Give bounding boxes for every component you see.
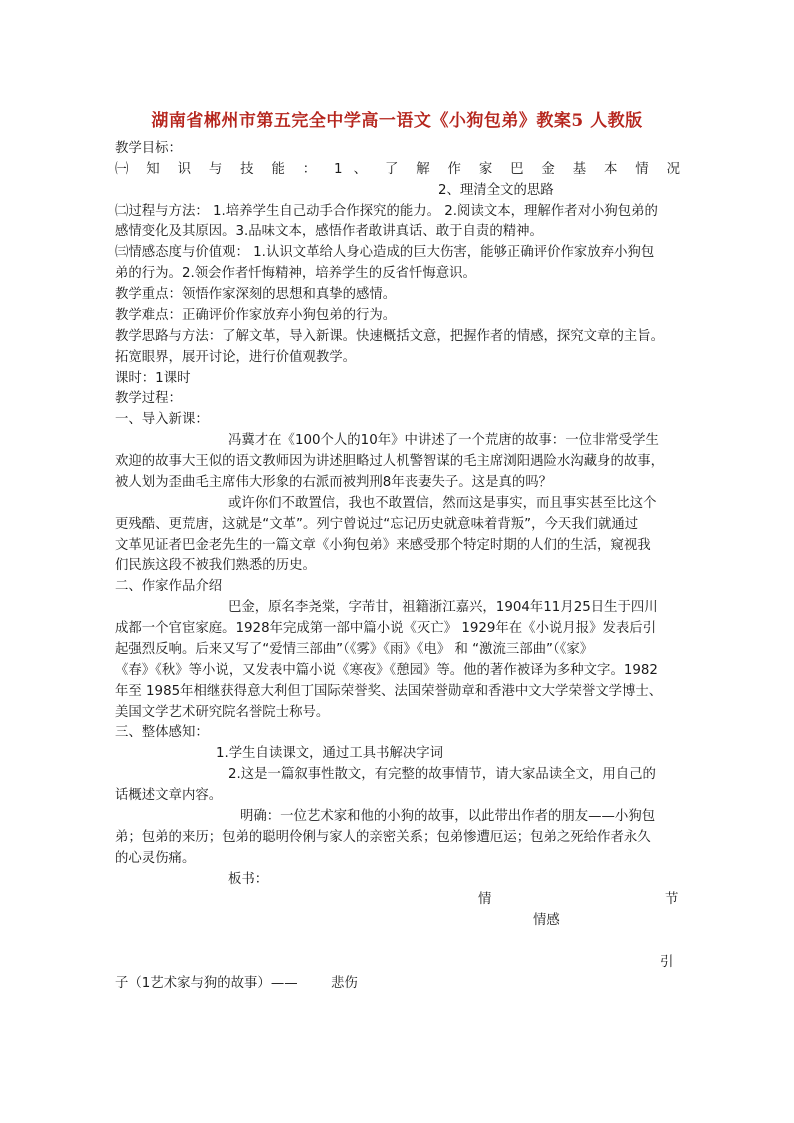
class-hours-line: 课时：1课时 xyxy=(115,371,191,386)
overview-item-2-line-1: 2.这是一篇叙事性散文，有完整的故事情节，请大家品读全文，用自己的 xyxy=(228,767,656,782)
section-label-process: 教学过程： xyxy=(115,391,182,406)
objective-knowledge-line: ㈠ 知 识 与 技 能 ： 1 、 了 解 作 家 巴 金 基 本 情 况 xyxy=(115,162,680,177)
intro-para1-line-3: 被人划为歪曲毛主席伟大形象的右派而被判刑8年丧妻失子。这是真的吗？ xyxy=(115,475,553,490)
author-para-line-4: 《春》《秋》等小说，又发表中篇小说《寒夜》《憩园》等。他的著作被译为多种文字。1982 xyxy=(115,663,658,678)
clarify-line-3: 的心灵伤痛。 xyxy=(115,851,196,866)
difficulty-line: 教学难点：正确评价作家放弃小狗包弟的行为。 xyxy=(115,308,397,323)
board-plot-char-2: 节 xyxy=(665,892,679,907)
heading-overview: 三、整体感知： xyxy=(115,725,209,740)
intro-para2-line-2: 更残酷、更荒唐，这就是“文革”。列宁曾说过“忘记历史就意味着背叛”，今天我们就通过 xyxy=(115,517,639,532)
objective-emotion-line-1: ㈢情感态度与价值观： 1.认识文革给人身心造成的巨大伤害，能够正确评价作家放弃小狗包 xyxy=(115,245,655,260)
board-sadness: 悲伤 xyxy=(331,976,358,991)
objective-emotion-line-2: 弟的行为。2.领会作者忏悔精神，培养学生的反省忏悔意识。 xyxy=(115,266,476,281)
method-line-1: 教学思路与方法：了解文革，导入新课。快速概括文意，把握作者的情感，探究文章的主旨。 xyxy=(115,329,665,344)
intro-para2-line-3: 文革见证者巴金老先生的一篇文章《小狗包弟》来感受那个特定时期的人们的生活，窥视我 xyxy=(115,538,651,553)
author-para-line-3: 起强烈反响。后来又写了“爱情三部曲”（《雾》《雨》《电》 和 “激流三部曲”（《家》 xyxy=(115,642,594,657)
overview-item-2-line-2: 话概述文章内容。 xyxy=(115,788,223,803)
board-plot-char-1: 情 xyxy=(478,892,492,907)
heading-author: 二、作家作品介绍 xyxy=(115,579,223,594)
intro-para1-line-1: 冯冀才在《100个人的10年》中讲述了一个荒唐的故事：一位非常受学生 xyxy=(228,433,659,448)
heading-intro: 一、导入新课： xyxy=(115,412,209,427)
board-emotion: 情感 xyxy=(533,913,560,928)
board-label: 板书： xyxy=(228,872,269,887)
overview-item-1: 1.学生自读课文，通过工具书解决字词 xyxy=(216,746,444,761)
objective-knowledge-line-2: 2、理清全文的思路 xyxy=(438,183,554,198)
author-para-line-5: 年至 1985年相继获得意大利但丁国际荣誉奖、法国荣誉勋章和香港中文大学荣誉文学博士、 xyxy=(115,684,663,699)
section-label-objectives: 教学目标： xyxy=(115,141,182,156)
document-title: 湖南省郴州市第五完全中学高一语文《小狗包弟》教案5 人教版 xyxy=(151,111,643,131)
author-para-line-6: 美国文学艺术研究院名誉院士称号。 xyxy=(115,705,330,720)
board-intro-char: 引 xyxy=(660,955,674,970)
author-para-line-2: 成都一个官宦家庭。1928年完成第一部中篇小说《灭亡》 1929年在《小说月报》发表后引 xyxy=(115,621,657,636)
key-point-line: 教学重点：领悟作家深刻的思想和真挚的感情。 xyxy=(115,287,397,302)
intro-para2-line-4: 们民族这段不被我们熟悉的历史。 xyxy=(115,558,316,573)
objective-process-line-1: ㈡过程与方法： 1.培养学生自己动手合作探究的能力。 2.阅读文本，理解作者对小狗包弟的 xyxy=(115,204,658,219)
author-para-line-1: 巴金，原名李尧棠，字芾甘，祖籍浙江嘉兴，1904年11月25日生于四川 xyxy=(228,600,658,615)
clarify-line-2: 弟；包弟的来历；包弟的聪明伶俐与家人的亲密关系；包弟惨遭厄运；包弟之死给作者永久 xyxy=(115,830,651,845)
board-intro-line: 子（1艺术家与狗的故事）—— xyxy=(115,976,298,991)
objective-process-line-2: 感情变化及其原因。3.品味文本，感悟作者敢讲真话、敢于自责的精神。 xyxy=(115,224,543,239)
intro-para1-line-2: 欢迎的故事大王似的语文教师因为讲述胆略过人机警智谋的毛主席浏阳遇险水沟藏身的故事， xyxy=(115,454,665,469)
clarify-line-1: 明确：一位艺术家和他的小狗的故事，以此带出作者的朋友——小狗包 xyxy=(240,809,656,824)
intro-para2-line-1: 或许你们不敢置信，我也不敢置信，然而这是事实，而且事实甚至比这个 xyxy=(228,496,657,511)
method-line-2: 拓宽眼界，展开讨论，进行价值观教学。 xyxy=(115,350,357,365)
